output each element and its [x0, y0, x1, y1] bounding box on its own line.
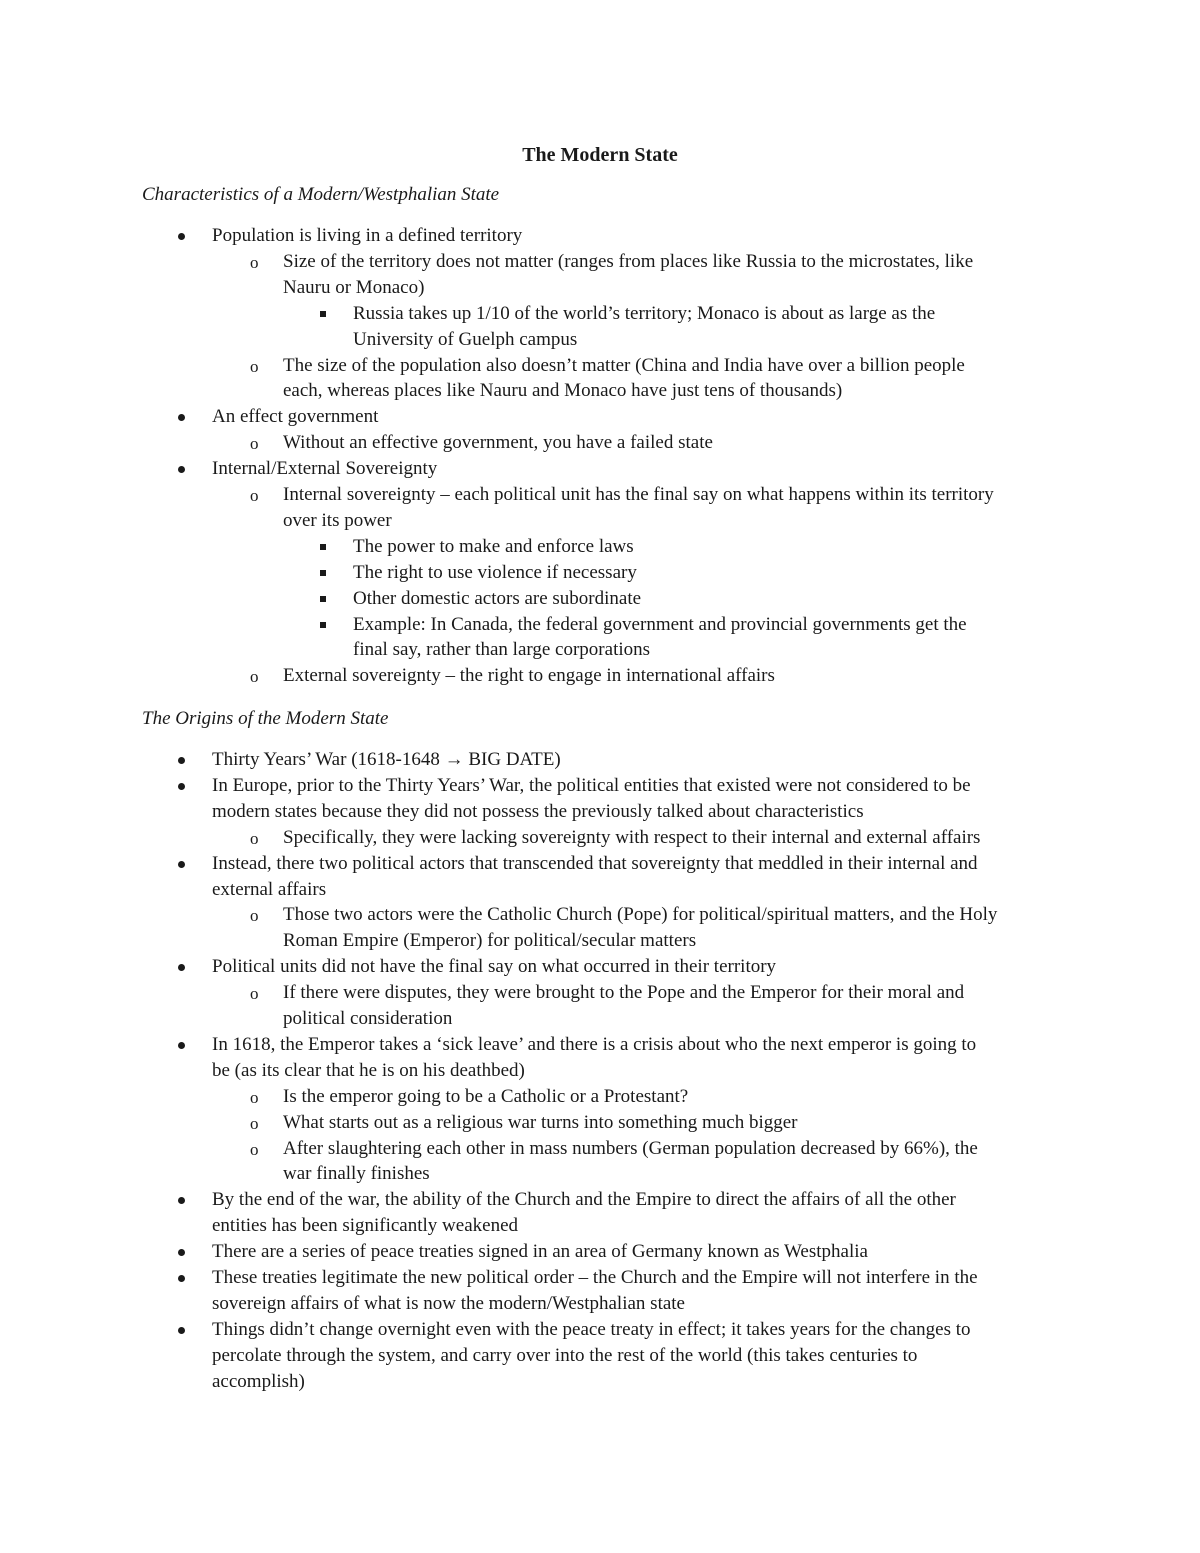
bullet-square-icon: [320, 596, 326, 602]
bullet-dot-icon: [178, 466, 185, 473]
bullet-circle-icon: o: [250, 486, 259, 505]
bullet-dot-icon: [178, 233, 185, 240]
list-item-line: The right to use violence if necessary: [353, 561, 637, 583]
list-item-line: Other domestic actors are subordinate: [353, 587, 642, 609]
list-item-line: each, whereas places like Nauru and Monaco have just tens of thousands): [283, 380, 843, 402]
list-item-line: If there were disputes, they were brought to the Pope and the Emperor for their moral and: [283, 982, 965, 1004]
list-item-line: The power to make and enforce laws: [353, 535, 634, 557]
list-item-line: Political units did not have the final say on what occurred in their territory: [212, 956, 777, 978]
list-item-line: Things didn’t change overnight even with the peace treaty in effect; it takes years for the changes to: [212, 1318, 971, 1340]
list-item-line: accomplish): [212, 1370, 305, 1392]
list-item-line: After slaughtering each other in mass numbers (German population decreased by 66%), the: [283, 1137, 978, 1159]
list-item-line: Internal sovereignty – each political unit has the final say on what happens within its territory: [283, 484, 994, 505]
list-item-line: These treaties legitimate the new political order – the Church and the Empire will not interfere in the: [212, 1267, 978, 1288]
list-item-line: Thirty Years’ War (1618-1648 → BIG DATE): [212, 749, 561, 770]
bullet-circle-icon: o: [250, 984, 259, 1004]
list-item-line: war finally finishes: [283, 1163, 430, 1185]
list-item-line: In Europe, prior to the Thirty Years’ War, the political entities that existed were not considered to be: [212, 774, 971, 796]
bullet-square-icon: [320, 622, 326, 628]
list-item-line: entities has been significantly weakened: [212, 1215, 519, 1237]
bullet-square-icon: [320, 311, 326, 317]
list-item-line: Is the emperor going to be a Catholic or a Protestant?: [283, 1085, 689, 1107]
bullet-circle-icon: o: [250, 667, 259, 687]
list-item-line: Specifically, they were lacking sovereignty with respect to their internal and external affairs: [283, 826, 981, 848]
bullet-square-icon: [320, 570, 326, 576]
bullet-circle-icon: o: [250, 1087, 259, 1107]
list-item-line: External sovereignty – the right to engage in international affairs: [283, 665, 775, 687]
list-item-line: over its power: [283, 509, 392, 531]
list-item-line: Instead, there two political actors that transcended that sovereignty that meddled in their internal and: [212, 852, 978, 874]
list-item-line: sovereign affairs of what is now the modern/Westphalian state: [212, 1292, 685, 1314]
bullet-circle-icon: o: [250, 356, 259, 376]
list-item-line: Size of the territory does not matter (ranges from places like Russia to the microstates, like: [283, 250, 974, 272]
bullet-dot-icon: [178, 1042, 185, 1049]
list-item-line: final say, rather than large corporations: [353, 639, 651, 661]
page-title: The Modern State: [522, 144, 678, 166]
bullet-circle-icon: o: [250, 906, 259, 926]
list-item-line: An effect government: [212, 406, 379, 428]
bullet-circle-icon: o: [250, 1113, 259, 1133]
bullet-dot-icon: [178, 861, 185, 868]
list-item-line: By the end of the war, the ability of the Church and the Empire to direct the affairs of all the other: [212, 1189, 956, 1211]
list-item-line: Without an effective government, you have a failed state: [283, 432, 713, 454]
list-item-line: Population is living in a defined territory: [212, 225, 523, 246]
list-item-line: be (as its clear that he is on his deathbed): [212, 1059, 525, 1081]
list-item-line: There are a series of peace treaties signed in an area of Germany known as Westphalia: [212, 1241, 868, 1263]
bullet-dot-icon: [178, 757, 185, 764]
bullet-circle-icon: o: [250, 252, 259, 272]
list-item-line: external affairs: [212, 878, 327, 900]
list-item-line: Internal/External Sovereignty: [212, 458, 438, 480]
list-item-line: Nauru or Monaco): [283, 276, 425, 298]
bullet-circle-icon: o: [250, 1139, 259, 1159]
bullet-square-icon: [320, 544, 326, 550]
bullet-circle-icon: o: [250, 434, 259, 454]
section1-heading: Characteristics of a Modern/Westphalian State: [142, 184, 500, 205]
bullet-dot-icon: [178, 783, 185, 790]
bullet-circle-icon: o: [250, 828, 259, 848]
list-item-line: modern states because they did not possess the previously talked about characteristics: [212, 800, 864, 822]
list-item-line: percolate through the system, and carry over into the rest of the world (this takes centuries to: [212, 1344, 918, 1366]
list-item-line: The size of the population also doesn’t matter (China and India have over a billion people: [283, 354, 965, 376]
list-item-line: University of Guelph campus: [353, 328, 578, 350]
bullet-dot-icon: [178, 964, 185, 971]
bullet-dot-icon: [178, 1327, 185, 1334]
list-item-line: Russia takes up 1/10 of the world’s territory; Monaco is about as large as the: [353, 302, 936, 324]
list-item-line: In 1618, the Emperor takes a ‘sick leave’ and there is a crisis about who the next emperor is going to: [212, 1033, 977, 1055]
list-item-line: What starts out as a religious war turns into something much bigger: [283, 1111, 798, 1133]
list-item-line: Those two actors were the Catholic Church (Pope) for political/spiritual matters, and the Holy: [283, 904, 998, 926]
bullet-dot-icon: [178, 1275, 185, 1282]
list-item-line: political consideration: [283, 1008, 453, 1029]
list-item-line: Example: In Canada, the federal government and provincial governments get the: [353, 613, 967, 635]
bullet-dot-icon: [178, 1197, 185, 1204]
list-item-line: Roman Empire (Emperor) for political/secular matters: [283, 930, 697, 952]
bullet-dot-icon: [178, 414, 185, 421]
section2-heading: The Origins of the Modern State: [142, 708, 389, 729]
bullet-dot-icon: [178, 1249, 185, 1256]
